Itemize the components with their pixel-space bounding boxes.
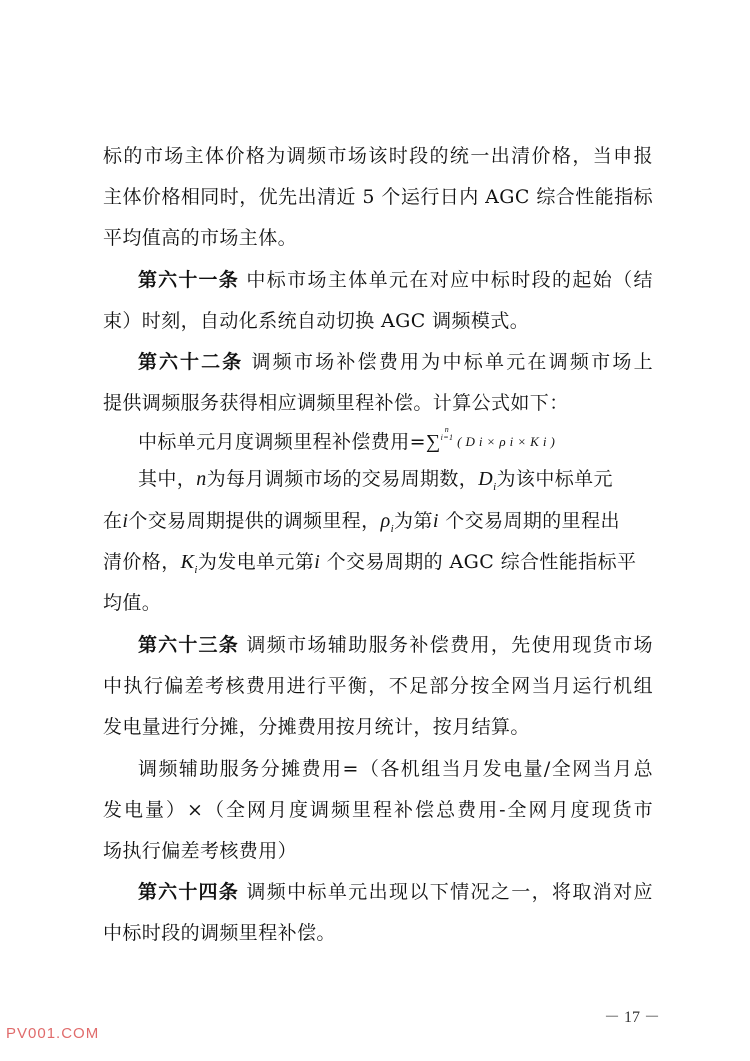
where-text: 其中，: [138, 468, 197, 490]
paragraph-line: 标的市场主体价格为调频市场该时段的统一出清价格，当申报: [103, 145, 653, 167]
var-K: [180, 551, 198, 576]
article-62-line: [138, 350, 653, 376]
formula-line: [138, 426, 653, 452]
where-text: 个交易周期的里程出: [445, 510, 620, 532]
var-K-symbol: K: [180, 551, 195, 573]
var-D: [478, 468, 497, 493]
var-rho: [380, 510, 395, 535]
paragraph-line: 主体价格相同时，优先出清近 5 个运行日内 AGC 综合性能指标: [103, 186, 653, 208]
sigma-symbol: ∑: [425, 431, 441, 452]
article-62-text: 调频市场补偿费用为中标单元在调频市场上: [251, 351, 653, 373]
formula-body: ( D i × ρ i × K i ): [457, 434, 556, 449]
article-64-text: 调频中标单元出现以下情况之一，将取消对应: [246, 881, 653, 903]
var-D-symbol: D: [478, 468, 494, 490]
where-text: 为发电单元第: [197, 551, 315, 573]
page-number: － 17 －: [603, 1009, 660, 1026]
var-i: i: [122, 510, 129, 532]
compensation-formula: [425, 426, 556, 452]
paragraph-line: 场执行偏差考核费用）: [103, 840, 298, 862]
article-64-heading: 第六十四条: [138, 881, 239, 903]
var-rho-sub: i: [390, 523, 395, 535]
where-text: 个交易周期提供的调频里程，: [128, 510, 381, 532]
paragraph-line: 发电量）×（全网月度调频里程补偿总费用-全网月度现货市: [103, 799, 653, 821]
where-text: 为该中标单元: [496, 468, 613, 490]
article-61-heading: 第六十一条: [138, 269, 239, 291]
article-61-text: 中标市场主体单元在对应中标时段的起始（结: [246, 269, 653, 291]
paragraph-line: 调频辅助服务分摊费用=（各机组当月发电量/全网当月总: [138, 758, 653, 780]
sum-limits: [441, 426, 454, 442]
var-n: n: [196, 468, 207, 490]
where-text: 为每月调频市场的交易周期数，: [206, 468, 479, 490]
paragraph-line: 平均值高的市场主体。: [103, 227, 298, 249]
where-text: 个交易周期的 AGC 综合性能指标平: [326, 551, 637, 573]
article-63-text: 调频市场辅助服务补偿费用，先使用现货市场: [246, 634, 653, 656]
paragraph-line: 发电量进行分摊，分摊费用按月统计，按月结算。: [103, 716, 530, 738]
paragraph-line: 中标时段的调频里程补偿。: [103, 922, 336, 944]
var-K-sub: i: [194, 564, 198, 576]
article-63-heading: 第六十三条: [138, 634, 239, 656]
var-i: i: [432, 510, 439, 532]
paragraph-line: 束）时刻，自动化系统自动切换 AGC 调频模式。: [103, 310, 530, 332]
paragraph-line: 中执行偏差考核费用进行平衡，不足部分按全网当月运行机组: [103, 675, 653, 697]
formula-label: 中标单元月度调频里程补偿费用=: [138, 431, 426, 452]
where-line: [103, 550, 653, 576]
watermark: PV001.COM: [6, 1025, 100, 1042]
sum-lower: i=1: [440, 433, 454, 442]
where-text: 为第: [394, 510, 433, 532]
article-64-line: [138, 880, 653, 906]
where-line: [138, 467, 653, 493]
sum-upper: n: [444, 426, 450, 434]
paragraph-line: 均值。: [103, 592, 162, 614]
var-D-sub: i: [493, 481, 497, 493]
where-text: 在: [103, 510, 123, 532]
article-63-line: [138, 633, 653, 659]
article-62-heading: 第六十二条: [138, 351, 244, 373]
var-i: i: [314, 551, 321, 573]
var-rho-symbol: ρ: [380, 510, 391, 532]
article-61-line: [138, 268, 653, 294]
where-line: [103, 509, 653, 535]
where-text: 清价格，: [103, 551, 181, 573]
paragraph-line: 提供调频服务获得相应调频里程补偿。计算公式如下：: [103, 392, 569, 414]
